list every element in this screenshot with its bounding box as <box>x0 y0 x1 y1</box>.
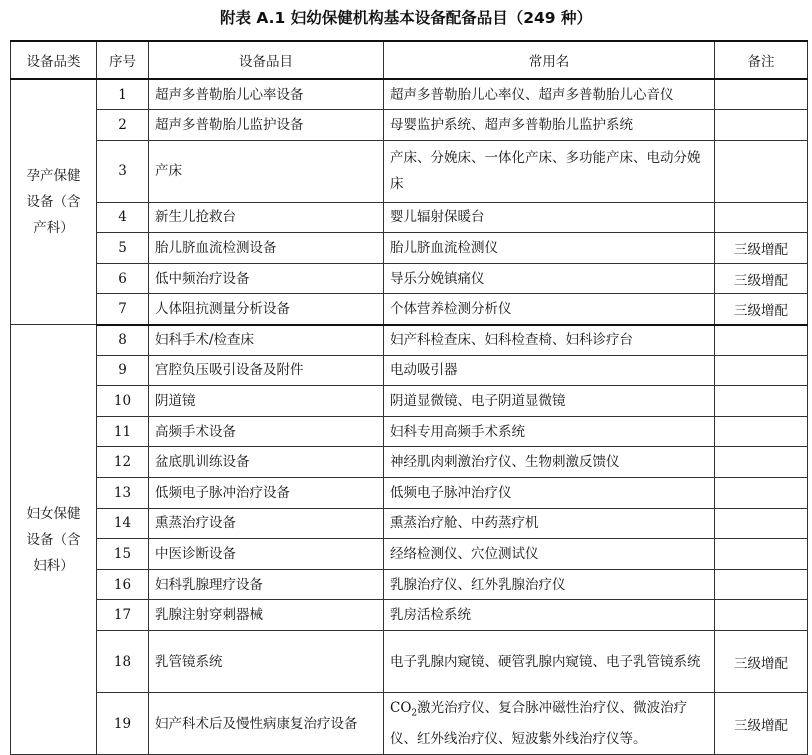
seq-cell: 12 <box>97 447 149 478</box>
item-cell: 妇产科术后及慢性病康复治疗设备 <box>149 693 384 755</box>
note-cell <box>715 140 808 202</box>
note-cell <box>715 110 808 141</box>
header-note: 备注 <box>715 41 808 79</box>
item-cell: 妇科乳腺理疗设备 <box>149 569 384 600</box>
common-name-cell: 母婴监护系统、超声多普勒胎儿监护系统 <box>384 110 715 141</box>
table-row <box>11 539 808 570</box>
category-cell: 孕产保健设备（含产科） <box>11 79 97 325</box>
seq-cell: 10 <box>97 386 149 417</box>
item-cell: 阴道镜 <box>149 386 384 417</box>
common-name-cell: 超声多普勒胎儿心率仪、超声多普勒胎儿心音仪 <box>384 79 715 110</box>
table-row <box>11 569 808 600</box>
common-name-cell: 妇科专用高频手术系统 <box>384 416 715 447</box>
item-cell: 低频电子脉冲治疗设备 <box>149 478 384 509</box>
table-row <box>11 600 808 631</box>
note-cell <box>715 569 808 600</box>
note-cell <box>715 386 808 417</box>
item-cell: 人体阻抗测量分析设备 <box>149 294 384 325</box>
seq-cell: 17 <box>97 600 149 631</box>
note-cell: 三级增配 <box>715 631 808 693</box>
seq-cell: 1 <box>97 79 149 110</box>
common-name-cell: 神经肌肉刺激治疗仪、生物刺激反馈仪 <box>384 447 715 478</box>
table-row <box>11 355 808 386</box>
table-row <box>11 110 808 141</box>
common-name-cell: 妇产科检查床、妇科检查椅、妇科诊疗台 <box>384 325 715 356</box>
item-cell: 妇科手术/检查床 <box>149 325 384 356</box>
seq-cell: 18 <box>97 631 149 693</box>
item-cell: 盆底肌训练设备 <box>149 447 384 478</box>
note-cell: 三级增配 <box>715 263 808 294</box>
item-cell: 高频手术设备 <box>149 416 384 447</box>
seq-cell: 4 <box>97 202 149 233</box>
table-row <box>11 693 808 755</box>
seq-cell: 6 <box>97 263 149 294</box>
note-cell <box>715 447 808 478</box>
seq-cell: 2 <box>97 110 149 141</box>
header-category: 设备品类 <box>11 41 97 79</box>
common-name-cell: 婴儿辐射保暖台 <box>384 202 715 233</box>
note-cell <box>715 79 808 110</box>
seq-cell: 16 <box>97 569 149 600</box>
item-cell: 宫腔负压吸引设备及附件 <box>149 355 384 386</box>
item-cell: 产床 <box>149 140 384 202</box>
item-cell: 乳管镜系统 <box>149 631 384 693</box>
header-item: 设备品目 <box>149 41 384 79</box>
item-cell: 超声多普勒胎儿监护设备 <box>149 110 384 141</box>
common-name-cell: 乳腺治疗仪、红外乳腺治疗仪 <box>384 569 715 600</box>
table-row <box>11 478 808 509</box>
common-name-cell: 低频电子脉冲治疗仪 <box>384 478 715 509</box>
item-cell: 乳腺注射穿刺器械 <box>149 600 384 631</box>
table-row <box>11 263 808 294</box>
note-cell <box>715 508 808 539</box>
note-cell <box>715 355 808 386</box>
table-row <box>11 508 808 539</box>
common-name-cell: 胎儿脐血流检测仪 <box>384 233 715 264</box>
seq-cell: 11 <box>97 416 149 447</box>
item-cell: 超声多普勒胎儿心率设备 <box>149 79 384 110</box>
common-name-cell: 导乐分娩镇痛仪 <box>384 263 715 294</box>
table-row <box>11 386 808 417</box>
note-cell <box>715 202 808 233</box>
seq-cell: 14 <box>97 508 149 539</box>
item-cell: 中医诊断设备 <box>149 539 384 570</box>
table-row <box>11 202 808 233</box>
common-name-cell <box>384 693 715 755</box>
common-name-cell: 产床、分娩床、一体化产床、多功能产床、电动分娩床 <box>384 140 715 202</box>
note-cell <box>715 478 808 509</box>
note-cell <box>715 325 808 356</box>
seq-cell: 9 <box>97 355 149 386</box>
seq-cell: 7 <box>97 294 149 325</box>
seq-cell: 5 <box>97 233 149 264</box>
table-row <box>11 631 808 693</box>
table-row <box>11 233 808 264</box>
seq-cell: 8 <box>97 325 149 356</box>
note-cell: 三级增配 <box>715 233 808 264</box>
table-row <box>11 325 808 356</box>
common-name-cell: 个体营养检测分析仪 <box>384 294 715 325</box>
page-title: 附表 A.1 妇幼保健机构基本设备配备品目（249 种） <box>219 9 592 27</box>
seq-cell: 15 <box>97 539 149 570</box>
equipment-table <box>10 40 808 755</box>
item-cell: 新生儿抢救台 <box>149 202 384 233</box>
common-name-cell: 经络检测仪、穴位测试仪 <box>384 539 715 570</box>
common-name-cell: 阴道显微镜、电子阴道显微镜 <box>384 386 715 417</box>
seq-cell: 13 <box>97 478 149 509</box>
note-cell: 三级增配 <box>715 294 808 325</box>
table-row <box>11 79 808 110</box>
table-header-row <box>11 41 808 79</box>
note-cell <box>715 539 808 570</box>
co2-prefix: CO <box>390 699 412 716</box>
item-cell: 熏蒸治疗设备 <box>149 508 384 539</box>
note-cell: 三级增配 <box>715 693 808 755</box>
common-name-cell: 乳房活检系统 <box>384 600 715 631</box>
common-name-text: 激光治疗仪、复合脉冲磁性治疗仪、微波治疗仪、红外线治疗仪、短波紫外线治疗仪等。 <box>390 699 688 748</box>
co2-subscript: 2 <box>411 708 418 719</box>
category-cell: 妇女保健设备（含妇科） <box>11 325 97 755</box>
note-cell <box>715 600 808 631</box>
table-row <box>11 294 808 325</box>
header-seq: 序号 <box>97 41 149 79</box>
table-row <box>11 140 808 202</box>
note-cell <box>715 416 808 447</box>
common-name-cell: 电动吸引器 <box>384 355 715 386</box>
seq-cell: 3 <box>97 140 149 202</box>
seq-cell: 19 <box>97 693 149 755</box>
item-cell: 胎儿脐血流检测设备 <box>149 233 384 264</box>
item-cell: 低中频治疗设备 <box>149 263 384 294</box>
table-row <box>11 416 808 447</box>
common-name-cell: 电子乳腺内窥镜、硬管乳腺内窥镜、电子乳管镜系统 <box>384 631 715 693</box>
table-row <box>11 447 808 478</box>
header-common: 常用名 <box>384 41 715 79</box>
common-name-cell: 熏蒸治疗舱、中药蒸疗机 <box>384 508 715 539</box>
